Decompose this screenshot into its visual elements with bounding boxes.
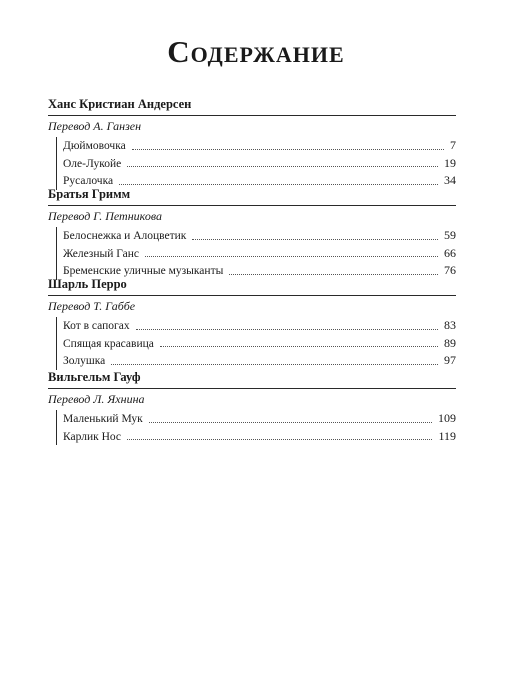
page-number: 76 <box>444 263 456 277</box>
page-number: 19 <box>444 155 456 170</box>
entry-list <box>56 410 456 445</box>
translator-line: Перевод Т. Габбе <box>48 299 136 313</box>
dot-leader <box>127 165 438 167</box>
translator-line: Перевод Г. Петникова <box>48 209 162 223</box>
toc-entry <box>57 410 456 428</box>
entry-title: Оле-Лукойе <box>63 157 122 170</box>
page-number: 66 <box>444 245 456 260</box>
page-title: Содержание <box>167 34 345 69</box>
page-number: 109 <box>438 411 456 425</box>
section-grimm <box>48 186 456 280</box>
entry-list <box>56 227 456 280</box>
toc-entry <box>57 155 456 173</box>
dot-leader <box>136 328 438 330</box>
entry-title: Русалочка <box>63 175 114 187</box>
page-number: 97 <box>444 353 456 367</box>
divider <box>48 388 456 389</box>
page-number: 34 <box>444 173 456 187</box>
entry-list <box>56 137 456 190</box>
entry-list <box>56 317 456 370</box>
entry-title: Карлик Нос <box>63 430 122 443</box>
entry-title: Белоснежка и Алоцветик <box>63 230 187 242</box>
translator-line: Перевод Л. Яхнина <box>48 392 145 406</box>
page-number: 89 <box>444 335 456 350</box>
author-name: Шарль Перро <box>48 277 127 291</box>
page-number: 119 <box>438 428 456 443</box>
dot-leader <box>119 183 438 185</box>
toc-entry <box>57 245 456 263</box>
entry-title: Железный Ганс <box>63 247 139 260</box>
toc-entry <box>57 335 456 353</box>
translator-line: Перевод А. Ганзен <box>48 119 142 133</box>
author-name: Ханс Кристиан Андерсен <box>48 97 192 111</box>
toc-entry <box>57 137 456 155</box>
toc-entry <box>57 227 456 245</box>
entry-title: Бременские уличные музыканты <box>63 265 224 277</box>
toc-entry <box>57 317 456 335</box>
page-number: 59 <box>444 228 456 242</box>
section-andersen <box>48 96 456 190</box>
entry-title: Кот в сапогах <box>63 320 130 332</box>
divider <box>48 295 456 296</box>
dot-leader <box>160 345 438 347</box>
entry-title: Спящая красавица <box>63 337 154 350</box>
toc-entry <box>57 352 456 370</box>
dot-leader <box>111 363 438 365</box>
dot-leader <box>229 273 438 275</box>
toc-entry <box>57 428 456 446</box>
divider <box>48 205 456 206</box>
author-name: Вильгельм Гауф <box>48 370 141 384</box>
dot-leader <box>132 148 444 150</box>
section-perrault <box>48 276 456 370</box>
author-name: Братья Гримм <box>48 187 131 201</box>
page-number: 83 <box>444 318 456 332</box>
section-hauff <box>48 369 456 445</box>
dot-leader <box>145 255 438 257</box>
dot-leader <box>192 238 438 240</box>
entry-title: Маленький Мук <box>63 413 143 425</box>
page-number: 7 <box>450 138 456 152</box>
dot-leader <box>149 421 432 423</box>
entry-title: Золушка <box>63 355 106 367</box>
entry-title: Дюймовочка <box>63 140 126 152</box>
divider <box>48 115 456 116</box>
dot-leader <box>127 438 432 440</box>
